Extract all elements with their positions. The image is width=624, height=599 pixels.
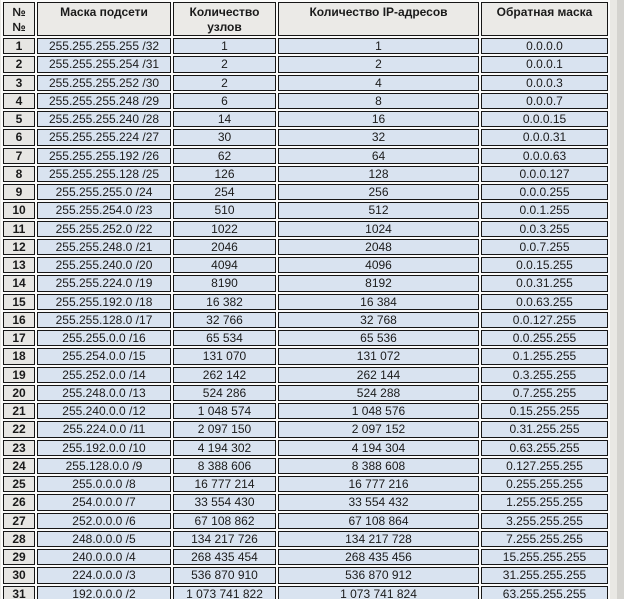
table-row (3, 549, 608, 565)
ip-count-cell: 2048 (278, 239, 479, 255)
subnet-mask-cell: 255.255.254.0 /23 (37, 202, 171, 218)
subnet-mask-cell: 255.240.0.0 /12 (37, 403, 171, 419)
hosts-count-cell: 254 (173, 184, 276, 200)
page-right-edge (617, 0, 624, 599)
row-number-cell: 3 (3, 75, 35, 91)
wildcard-mask-cell: 0.0.7.255 (481, 239, 608, 255)
subnet-mask-cell: 255.255.240.0 /20 (37, 257, 171, 273)
row-number-cell: 11 (3, 221, 35, 237)
header-subnet-mask: Маска подсети (37, 2, 171, 36)
subnet-mask-cell: 255.255.255.248 /29 (37, 93, 171, 109)
hosts-count-cell: 268 435 454 (173, 549, 276, 565)
subnet-mask-cell: 192.0.0.0 /2 (37, 586, 171, 599)
wildcard-mask-cell: 31.255.255.255 (481, 567, 608, 583)
ip-count-cell: 131 072 (278, 348, 479, 364)
hosts-count-cell: 16 777 214 (173, 476, 276, 492)
wildcard-mask-cell: 0.63.255.255 (481, 440, 608, 456)
hosts-count-cell: 16 382 (173, 294, 276, 310)
ip-count-cell: 64 (278, 148, 479, 164)
ip-count-cell: 268 435 456 (278, 549, 479, 565)
hosts-count-cell: 30 (173, 129, 276, 145)
hosts-count-cell: 4094 (173, 257, 276, 273)
row-number-cell: 14 (3, 275, 35, 291)
ip-count-cell: 1 073 741 824 (278, 586, 479, 599)
wildcard-mask-cell: 0.0.3.255 (481, 221, 608, 237)
ip-count-cell: 16 (278, 111, 479, 127)
subnet-mask-cell: 255.255.255.240 /28 (37, 111, 171, 127)
wildcard-mask-cell: 0.0.31.255 (481, 275, 608, 291)
ip-count-cell: 2 097 152 (278, 421, 479, 437)
table-row (3, 421, 608, 437)
ip-count-cell: 1024 (278, 221, 479, 237)
subnet-mask-cell: 255.252.0.0 /14 (37, 367, 171, 383)
ip-count-cell: 65 536 (278, 330, 479, 346)
subnet-mask-cell: 254.0.0.0 /7 (37, 494, 171, 510)
subnet-mask-cell: 255.255.255.128 /25 (37, 166, 171, 182)
wildcard-mask-cell: 0.0.0.3 (481, 75, 608, 91)
row-number-cell: 25 (3, 476, 35, 492)
table-row (3, 166, 608, 182)
row-number-cell: 30 (3, 567, 35, 583)
row-number-cell: 10 (3, 202, 35, 218)
row-number-cell: 2 (3, 56, 35, 72)
wildcard-mask-cell: 0.0.0.127 (481, 166, 608, 182)
subnet-mask-cell: 255.255.255.224 /27 (37, 129, 171, 145)
hosts-count-cell: 2046 (173, 239, 276, 255)
wildcard-mask-cell: 15.255.255.255 (481, 549, 608, 565)
table-row (3, 75, 608, 91)
wildcard-mask-cell: 0.0.0.0 (481, 38, 608, 54)
table-row (3, 403, 608, 419)
wildcard-mask-cell: 0.0.127.255 (481, 312, 608, 328)
ip-count-cell: 128 (278, 166, 479, 182)
hosts-count-cell: 32 766 (173, 312, 276, 328)
header-ip-count: Количество IP-адресов (278, 2, 479, 36)
wildcard-mask-cell: 0.7.255.255 (481, 385, 608, 401)
row-number-cell: 4 (3, 93, 35, 109)
hosts-count-cell: 1 073 741 822 (173, 586, 276, 599)
row-number-cell: 22 (3, 421, 35, 437)
ip-count-cell: 8 388 608 (278, 458, 479, 474)
hosts-count-cell: 8190 (173, 275, 276, 291)
wildcard-mask-cell: 7.255.255.255 (481, 531, 608, 547)
table-row (3, 513, 608, 529)
wildcard-mask-cell: 0.0.15.255 (481, 257, 608, 273)
row-number-cell: 17 (3, 330, 35, 346)
ip-count-cell: 134 217 728 (278, 531, 479, 547)
ip-count-cell: 67 108 864 (278, 513, 479, 529)
table-row (3, 330, 608, 346)
subnet-mask-cell: 255.255.255.255 /32 (37, 38, 171, 54)
hosts-count-cell: 2 097 150 (173, 421, 276, 437)
ip-count-cell: 16 384 (278, 294, 479, 310)
table-row (3, 38, 608, 54)
hosts-count-cell: 510 (173, 202, 276, 218)
hosts-count-cell: 33 554 430 (173, 494, 276, 510)
wildcard-mask-cell: 0.0.1.255 (481, 202, 608, 218)
table-row (3, 148, 608, 164)
table-body (3, 38, 608, 599)
ip-count-cell: 32 (278, 129, 479, 145)
ip-count-cell: 16 777 216 (278, 476, 479, 492)
row-number-cell: 9 (3, 184, 35, 200)
header-number: №№ (3, 2, 35, 36)
wildcard-mask-cell: 0.127.255.255 (481, 458, 608, 474)
row-number-cell: 12 (3, 239, 35, 255)
table-row (3, 586, 608, 599)
row-number-cell: 8 (3, 166, 35, 182)
subnet-mask-cell: 255.255.224.0 /19 (37, 275, 171, 291)
hosts-count-cell: 14 (173, 111, 276, 127)
row-number-cell: 13 (3, 257, 35, 273)
table-row (3, 239, 608, 255)
subnet-mask-cell: 255.255.255.254 /31 (37, 56, 171, 72)
hosts-count-cell: 1022 (173, 221, 276, 237)
wildcard-mask-cell: 3.255.255.255 (481, 513, 608, 529)
table-row (3, 129, 608, 145)
hosts-count-cell: 262 142 (173, 367, 276, 383)
wildcard-mask-cell: 1.255.255.255 (481, 494, 608, 510)
row-number-cell: 7 (3, 148, 35, 164)
subnet-mask-cell: 255.254.0.0 /15 (37, 348, 171, 364)
row-number-cell: 23 (3, 440, 35, 456)
row-number-cell: 5 (3, 111, 35, 127)
subnet-mask-cell: 252.0.0.0 /6 (37, 513, 171, 529)
subnet-mask-cell: 255.255.252.0 /22 (37, 221, 171, 237)
row-number-cell: 21 (3, 403, 35, 419)
row-number-cell: 18 (3, 348, 35, 364)
ip-count-cell: 4 (278, 75, 479, 91)
ip-count-cell: 1 048 576 (278, 403, 479, 419)
table-row (3, 111, 608, 127)
table-row (3, 458, 608, 474)
table-row (3, 56, 608, 72)
wildcard-mask-cell: 0.0.0.1 (481, 56, 608, 72)
hosts-count-cell: 65 534 (173, 330, 276, 346)
wildcard-mask-cell: 0.0.255.255 (481, 330, 608, 346)
ip-count-cell: 8 (278, 93, 479, 109)
ip-count-cell: 256 (278, 184, 479, 200)
subnet-mask-cell: 255.255.255.192 /26 (37, 148, 171, 164)
wildcard-mask-cell: 0.0.63.255 (481, 294, 608, 310)
header-row (3, 2, 608, 36)
ip-count-cell: 33 554 432 (278, 494, 479, 510)
subnet-mask-cell: 255.192.0.0 /10 (37, 440, 171, 456)
wildcard-mask-cell: 0.0.0.15 (481, 111, 608, 127)
hosts-count-cell: 4 194 302 (173, 440, 276, 456)
table-row (3, 275, 608, 291)
subnet-table-container (1, 0, 610, 599)
ip-count-cell: 524 288 (278, 385, 479, 401)
subnet-mask-cell: 255.128.0.0 /9 (37, 458, 171, 474)
wildcard-mask-cell: 0.0.0.31 (481, 129, 608, 145)
hosts-count-cell: 536 870 910 (173, 567, 276, 583)
row-number-cell: 31 (3, 586, 35, 599)
wildcard-mask-cell: 0.0.0.7 (481, 93, 608, 109)
table-row (3, 567, 608, 583)
subnet-mask-cell: 255.255.192.0 /18 (37, 294, 171, 310)
wildcard-mask-cell: 0.1.255.255 (481, 348, 608, 364)
row-number-cell: 16 (3, 312, 35, 328)
subnet-mask-cell: 255.224.0.0 /11 (37, 421, 171, 437)
subnet-mask-cell: 248.0.0.0 /5 (37, 531, 171, 547)
row-number-cell: 29 (3, 549, 35, 565)
subnet-mask-cell: 255.255.248.0 /21 (37, 239, 171, 255)
header-hosts-count: Количество узлов (173, 2, 276, 36)
table-row (3, 440, 608, 456)
ip-count-cell: 536 870 912 (278, 567, 479, 583)
ip-count-cell: 8192 (278, 275, 479, 291)
hosts-count-cell: 2 (173, 56, 276, 72)
wildcard-mask-cell: 0.31.255.255 (481, 421, 608, 437)
hosts-count-cell: 524 286 (173, 385, 276, 401)
row-number-cell: 24 (3, 458, 35, 474)
hosts-count-cell: 2 (173, 75, 276, 91)
table-row (3, 367, 608, 383)
wildcard-mask-cell: 0.3.255.255 (481, 367, 608, 383)
table-row (3, 257, 608, 273)
hosts-count-cell: 8 388 606 (173, 458, 276, 474)
row-number-cell: 27 (3, 513, 35, 529)
table-row (3, 348, 608, 364)
ip-count-cell: 262 144 (278, 367, 479, 383)
table-row (3, 221, 608, 237)
table-row (3, 294, 608, 310)
subnet-mask-cell: 255.255.255.0 /24 (37, 184, 171, 200)
wildcard-mask-cell: 0.0.0.255 (481, 184, 608, 200)
subnet-mask-cell: 255.248.0.0 /13 (37, 385, 171, 401)
ip-count-cell: 4 194 304 (278, 440, 479, 456)
table-row (3, 385, 608, 401)
table-row (3, 476, 608, 492)
subnet-mask-table (1, 0, 610, 599)
wildcard-mask-cell: 0.0.0.63 (481, 148, 608, 164)
row-number-cell: 6 (3, 129, 35, 145)
row-number-cell: 26 (3, 494, 35, 510)
hosts-count-cell: 134 217 726 (173, 531, 276, 547)
hosts-count-cell: 1 (173, 38, 276, 54)
subnet-mask-cell: 255.255.0.0 /16 (37, 330, 171, 346)
subnet-mask-cell: 224.0.0.0 /3 (37, 567, 171, 583)
subnet-mask-cell: 255.255.128.0 /17 (37, 312, 171, 328)
hosts-count-cell: 67 108 862 (173, 513, 276, 529)
hosts-count-cell: 131 070 (173, 348, 276, 364)
table-row (3, 494, 608, 510)
ip-count-cell: 512 (278, 202, 479, 218)
hosts-count-cell: 6 (173, 93, 276, 109)
subnet-mask-cell: 255.0.0.0 /8 (37, 476, 171, 492)
hosts-count-cell: 126 (173, 166, 276, 182)
row-number-cell: 19 (3, 367, 35, 383)
ip-count-cell: 32 768 (278, 312, 479, 328)
table-row (3, 202, 608, 218)
row-number-cell: 1 (3, 38, 35, 54)
subnet-mask-cell: 255.255.255.252 /30 (37, 75, 171, 91)
subnet-mask-cell: 240.0.0.0 /4 (37, 549, 171, 565)
row-number-cell: 20 (3, 385, 35, 401)
ip-count-cell: 1 (278, 38, 479, 54)
hosts-count-cell: 62 (173, 148, 276, 164)
ip-count-cell: 2 (278, 56, 479, 72)
table-row (3, 531, 608, 547)
wildcard-mask-cell: 0.15.255.255 (481, 403, 608, 419)
row-number-cell: 15 (3, 294, 35, 310)
ip-count-cell: 4096 (278, 257, 479, 273)
table-row (3, 184, 608, 200)
hosts-count-cell: 1 048 574 (173, 403, 276, 419)
wildcard-mask-cell: 63.255.255.255 (481, 586, 608, 599)
wildcard-mask-cell: 0.255.255.255 (481, 476, 608, 492)
table-row (3, 312, 608, 328)
table-row (3, 93, 608, 109)
row-number-cell: 28 (3, 531, 35, 547)
header-wildcard-mask: Обратная маска (481, 2, 608, 36)
